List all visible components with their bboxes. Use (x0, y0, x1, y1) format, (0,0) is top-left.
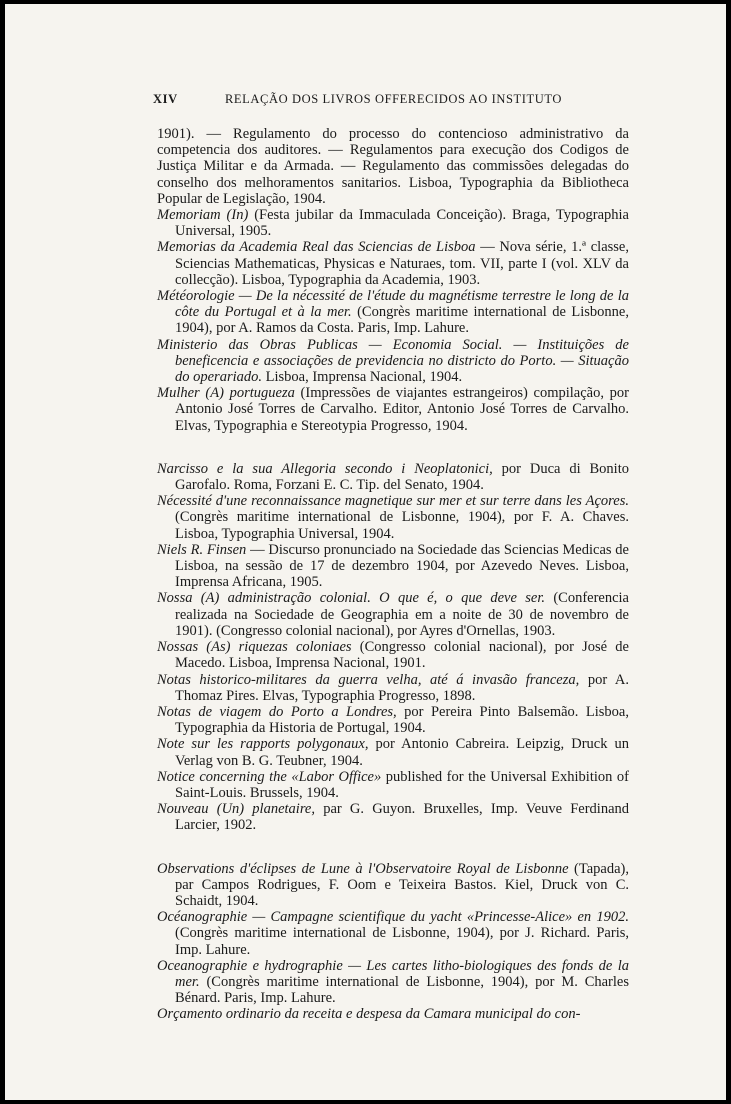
catalogue-entry (157, 590, 629, 639)
entry-title: Observations d'éclipses de Lune à l'Observatoire Royal de Lisbonne (157, 860, 569, 877)
entry-details: (Congrès maritime international de Lisbonne, 1904), por M. Charles Bénard. Paris, Imp. Lahure. (175, 973, 629, 1007)
catalogue-listing (157, 126, 629, 1023)
entry-details: 1901). — Regulamento do processo do contencioso administrativo da competencia dos auditores. — Regulamentos para execução dos Codigos de Justiça Militar e da Armada. — Regulamento das commissões delegadas do conselho dos melhoramentos sanitarios. Lisboa, Typographia da Bibliotheca Popular de Legislação, 1904. (157, 126, 629, 207)
catalogue-entry (157, 801, 629, 833)
entry-title: Météorologie — De la nécessité de l'étude du magnétisme terrestre le long de la côte du Portugal et à la mer. (157, 288, 629, 321)
catalogue-entry (157, 207, 629, 239)
catalogue-entry (157, 239, 629, 288)
catalogue-entry (157, 337, 629, 386)
entry-details: por Antonio Cabreira. Leipzig, Druck un Verlag von B. G. Teubner, 1904. (175, 736, 630, 769)
entry-details: (Impressões de viajantes estrangeiros) compilação, por Antonio José Torres de Carvalho. Editor, Antonio José Torres de Carvalho. Elvas, Typographia e Stereotypia Progresso, 1904. (175, 385, 629, 434)
catalogue-entry (157, 288, 629, 337)
entry-title: Ministerio das Obras Publicas — Economia Social. — Instituições de beneficencia e associações de previdencia no districto do Porto. — Situação do operariado. (157, 336, 629, 386)
entry-details: (Festa jubilar da Immaculada Conceição). Braga, Typographia Universal, 1905. (175, 207, 629, 240)
section-n (157, 461, 629, 834)
entry-details: (Congrès maritime international de Lisbonne, 1904), por J. Richard. Paris, Imp. Lahure. (175, 925, 629, 958)
entry-details: par G. Guyon. Bruxelles, Imp. Veuve Ferdinand Larcier, 1902. (175, 801, 630, 834)
entry-title: Nécessité d'une reconnaissance magnetique sur mer et sur terre dans les Açores. (157, 493, 629, 510)
entry-title: Memorias da Academia Real das Sciencias de Lisboa (157, 239, 476, 256)
catalogue-entry (157, 1006, 629, 1022)
catalogue-entry (157, 769, 629, 801)
entry-title: Océanographie — Campagne scientifique du yacht «Princesse-Alice» en 1902. (157, 909, 629, 926)
entry-title: Note sur les rapports polygonaux, (157, 736, 369, 753)
catalogue-entry (157, 639, 629, 671)
entry-details: (Conferencia realizada na Sociedade de Geographia em a noite de 30 de novembro de 1901). (Congresso colonial nacional), por Ayres d'Ornellas, 1903. (175, 590, 629, 639)
section-o (157, 861, 629, 1023)
entry-title: Nossa (A) administração colonial. O que é, o que deve ser. (157, 590, 545, 607)
book-page (5, 4, 726, 1100)
entry-title: Narcisso e la sua Allegoria secondo i Neoplatonici, (157, 460, 493, 477)
catalogue-entry (157, 493, 629, 542)
section-m (157, 126, 629, 434)
running-header (153, 92, 633, 107)
entry-title: Oceanographie e hydrographie — Les cartes litho-biologiques des fonds de la mer. (157, 957, 629, 990)
entry-title: Orçamento ordinario da receita e despesa da Camara municipal do con- (157, 1006, 581, 1023)
entry-details: (Tapada), par Campos Rodrigues, F. Oom e Teixeira Bastos. Kiel, Druck von C. Schaidt, 1904. (175, 860, 629, 909)
catalogue-entry (157, 736, 629, 768)
catalogue-entry (157, 461, 629, 493)
entry-details: por Pereira Pinto Balsemão. Lisboa, Typographia da Historia de Portugal, 1904. (175, 703, 629, 737)
catalogue-entry (157, 861, 629, 910)
catalogue-entry (157, 909, 629, 958)
entry-details: (Congrès maritime international de Lisbonne, 1904), por A. Ramos da Costa. Paris, Imp. Lahure. (175, 304, 629, 337)
catalogue-entry (157, 672, 629, 704)
entry-details: Lisboa, Imprensa Nacional, 1904. (262, 369, 463, 386)
entry-title: Memoriam (In) (157, 207, 249, 224)
entry-title: Mulher (A) portugueza (157, 385, 295, 402)
entry-title: Nossas (As) riquezas coloniaes (157, 639, 352, 656)
catalogue-entry (157, 385, 629, 434)
entry-details: (Congrès maritime international de Lisbonne, 1904), por F. A. Chaves. Lisboa, Typographia Universal, 1904. (175, 509, 629, 542)
catalogue-entry (157, 958, 629, 1007)
entry-title: Notas de viagem do Porto a Londres, (157, 703, 397, 720)
page-number: XIV (153, 92, 178, 106)
entry-details: (Congresso colonial nacional), por José de Macedo. Lisboa, Imprensa Nacional, 1901. (175, 639, 629, 672)
entry-title: Nouveau (Un) planetaire, (157, 801, 315, 818)
entry-title: Notice concerning the «Labor Office» (157, 768, 382, 785)
entry-details: — Discurso pronunciado na Sociedade das Sciencias Medicas de Lisboa, na sessão de 17 de dezembro 1904, por Azevedo Neves. Lisboa, Imprensa Africana, 1905. (175, 541, 629, 591)
entry-details: published for the Universal Exhibition of Saint-Louis. Brussels, 1904. (175, 768, 629, 801)
entry-details: por Duca di Bonito Garofalo. Roma, Forzani E. C. Tip. del Senato, 1904. (175, 460, 629, 494)
entry-details: — Nova série, 1.ª classe, Sciencias Mathematicas, Physicas e Naturaes, tom. VII, parte I (vol. XLV da collecção). Lisboa, Typographia da Academia, 1903. (175, 239, 629, 288)
catalogue-entry (157, 542, 629, 591)
entry-title: Notas historico-militares da guerra velha, até á invasão franceza, (157, 671, 580, 688)
entry-title: Niels R. Finsen (157, 541, 247, 558)
catalogue-entry (157, 126, 629, 207)
entry-details: por A. Thomaz Pires. Elvas, Typographia Progresso, 1898. (175, 671, 629, 704)
running-title: RELAÇÃO DOS LIVROS OFFERECIDOS AO INSTITUTO (225, 92, 563, 106)
catalogue-entry (157, 704, 629, 736)
